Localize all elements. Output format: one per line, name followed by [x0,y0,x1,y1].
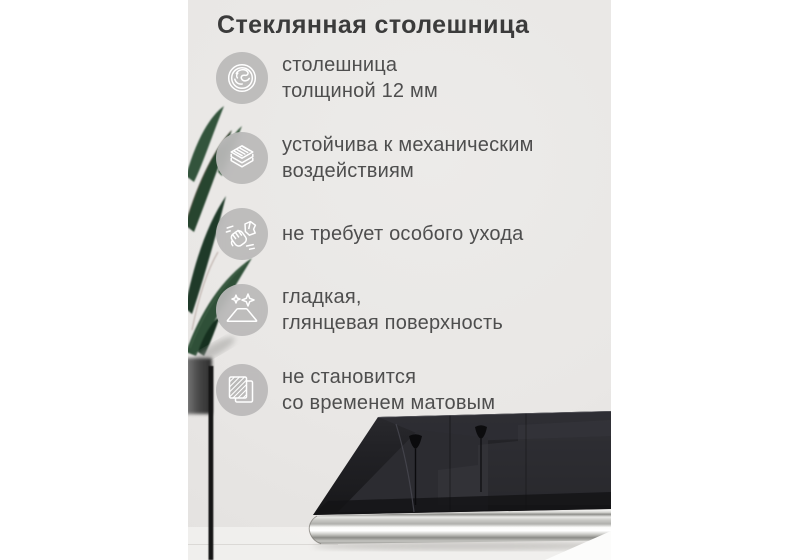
feature-row-matte [216,362,495,418]
feature-line: воздействиям [282,160,414,182]
feature-text [282,284,503,336]
product-photo [188,0,611,560]
feature-icon-circle [216,52,268,104]
feature-line: не требует особого ухода [282,223,524,245]
page-title: Стеклянная столешница [217,11,530,39]
feature-line: со временем матовым [282,392,496,414]
feature-row-care [216,206,524,262]
feature-line: столешница [282,54,398,76]
feature-line: толщиной 12 мм [282,80,438,102]
feature-line: устойчива к механическим [282,134,534,156]
feature-icon-circle [216,208,268,260]
chrome-base [309,510,611,544]
feature-row-thickness [216,50,438,106]
impact-resistance-icon [217,133,267,183]
feature-line: гладкая, [282,286,362,308]
feature-text [282,132,534,184]
stays-glossy-icon [217,365,267,415]
feature-row-glossy [216,282,503,338]
glass-thickness-icon [217,53,267,103]
feature-text [282,221,524,247]
glossy-surface-icon [217,285,267,335]
feature-line: глянцевая поверхность [282,312,503,334]
feature-icon-circle [216,284,268,336]
easy-care-icon [217,209,267,259]
feature-icon-circle [216,132,268,184]
feature-icon-circle [216,364,268,416]
glass-tabletop [309,411,611,560]
feature-row-resistance [216,130,534,186]
feature-line: не становится [282,366,417,388]
feature-text [282,52,438,104]
feature-text [282,364,495,416]
